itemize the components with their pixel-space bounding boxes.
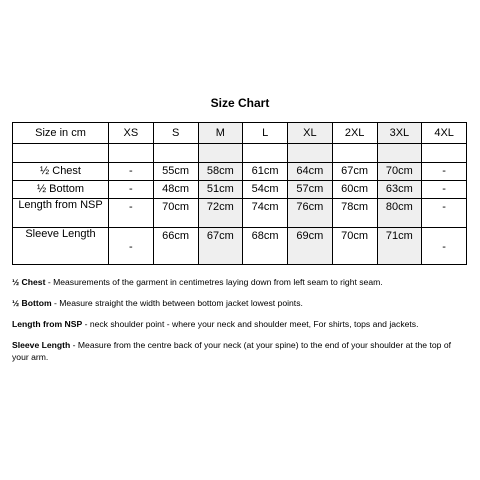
note-text: - Measurements of the garment in centimetres laying down from left seam to right seam.	[45, 277, 383, 287]
cell-l: 61cm	[243, 163, 288, 181]
row-label: ½ Chest	[13, 163, 109, 181]
table-row-sleeve-length	[13, 228, 467, 265]
cell-4xl: -	[422, 199, 467, 228]
cell-xs: -	[109, 228, 154, 265]
table-row-empty	[13, 144, 467, 163]
header-m: M	[198, 123, 243, 144]
cell-4xl: -	[422, 163, 467, 181]
table-row-chest	[13, 163, 467, 181]
cell-3xl: 80cm	[377, 199, 422, 228]
cell-l: 54cm	[243, 181, 288, 199]
cell-m: 72cm	[198, 199, 243, 228]
note-text: - neck shoulder point - where your neck and shoulder meet, For shirts, tops and jackets.	[82, 319, 419, 329]
note-text: - Measure from the centre back of your neck (at your spine) to the end of your shoulder at the top of your arm.	[12, 340, 451, 362]
note-sleeve-length	[12, 339, 467, 363]
note-bottom	[12, 297, 467, 309]
page-title: Size Chart	[210, 96, 270, 110]
cell-2xl: 67cm	[332, 163, 377, 181]
cell-3xl: 63cm	[377, 181, 422, 199]
row-label: Length from NSP	[13, 199, 109, 228]
cell-3xl: 70cm	[377, 163, 422, 181]
header-3xl: 3XL	[377, 123, 422, 144]
cell-m: 67cm	[198, 228, 243, 265]
cell-4xl: -	[422, 181, 467, 199]
cell-s: 48cm	[153, 181, 198, 199]
row-label: ½ Bottom	[13, 181, 109, 199]
table-row-length-from-nsp	[13, 199, 467, 228]
note-term: Sleeve Length	[12, 340, 71, 350]
header-4xl: 4XL	[422, 123, 467, 144]
header-size-in-cm: Size in cm	[13, 123, 109, 144]
cell-s: 66cm	[153, 228, 198, 265]
note-length-from-nsp	[12, 318, 467, 330]
size-chart-table	[12, 122, 467, 265]
cell-2xl: 78cm	[332, 199, 377, 228]
cell-s: 55cm	[153, 163, 198, 181]
cell-2xl: 70cm	[332, 228, 377, 265]
cell-s: 70cm	[153, 199, 198, 228]
cell-xs: -	[109, 181, 154, 199]
header-l: L	[243, 123, 288, 144]
cell-xl: 69cm	[288, 228, 333, 265]
note-term: Length from NSP	[12, 319, 83, 329]
cell-l: 68cm	[243, 228, 288, 265]
cell-m: 58cm	[198, 163, 243, 181]
cell-2xl: 60cm	[332, 181, 377, 199]
measurement-notes	[12, 276, 467, 372]
cell-xl: 57cm	[288, 181, 333, 199]
row-label: Sleeve Length	[13, 228, 109, 265]
note-chest	[12, 276, 467, 288]
header-xs: XS	[109, 123, 154, 144]
note-term: ½ Chest	[12, 277, 46, 287]
cell-l: 74cm	[243, 199, 288, 228]
note-term: ½ Bottom	[12, 298, 52, 308]
cell-xs: -	[109, 163, 154, 181]
cell-xs: -	[109, 199, 154, 228]
cell-xl: 76cm	[288, 199, 333, 228]
cell-4xl: -	[422, 228, 467, 265]
header-xl: XL	[288, 123, 333, 144]
cell-xl: 64cm	[288, 163, 333, 181]
cell-m: 51cm	[198, 181, 243, 199]
cell-3xl: 71cm	[377, 228, 422, 265]
header-2xl: 2XL	[332, 123, 377, 144]
note-text: - Measure straight the width between bottom jacket lowest points.	[51, 298, 303, 308]
table-row-bottom	[13, 181, 467, 199]
header-s: S	[153, 123, 198, 144]
table-header-row	[13, 123, 467, 144]
